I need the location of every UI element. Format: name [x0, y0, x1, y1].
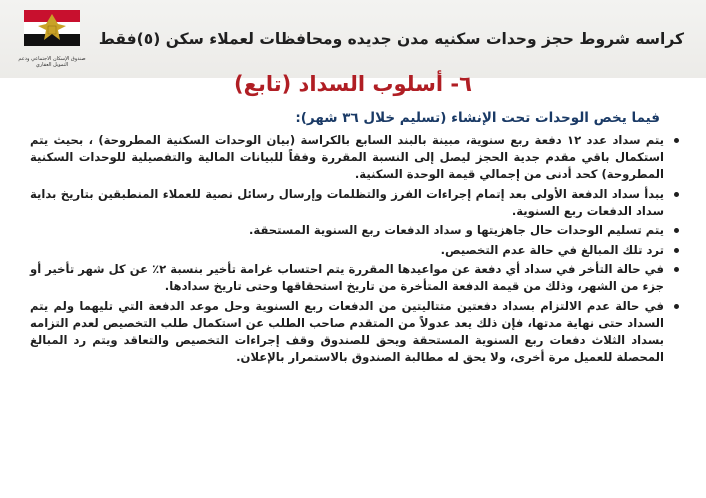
section-subheading: فيما يخص الوحدات تحت الإنشاء (تسليم خلال ٣٦ شهر):: [295, 110, 660, 126]
page-header: [0, 0, 706, 78]
fund-logo-text: صندوق الإسكان الاجتماعي ودعم التمويل العقاري: [18, 56, 86, 68]
list-item: [30, 298, 664, 366]
section-heading: ٦- أسلوب السداد (تابع): [234, 72, 472, 96]
list-item: [30, 242, 664, 259]
bullet-icon: [674, 138, 679, 143]
bullet-icon: [674, 267, 679, 272]
bullet-icon: [674, 192, 679, 197]
terms-list: [30, 132, 682, 368]
list-item-text: يبدأ سداد الدفعة الأولى بعد إتمام إجراءات الفرز والتظلمات وإرسال رسائل نصية للعملاء المنطبقين بتاريخ بداية سداد الدفعات ربع السنوية.: [30, 186, 664, 218]
list-item: [30, 132, 664, 183]
bullet-icon: [674, 304, 679, 309]
list-item-text: ترد تلك المبالغ في حالة عدم التخصيص.: [440, 242, 664, 257]
list-item: [30, 222, 664, 239]
list-item-text: يتم سداد عدد ١٢ دفعة ربع سنوية، مبينة بالبند السابع بالكراسة (بيان الوحدات السكنية المطروحة) ، بحيث يتم استكمال باقي مقدم جدية الحجز ليصل إلى النسبة المقررة وفقاً للبيانات المالية والتفصيلية للوحدات السكنية المطروحة) كحد أدنى من إجمالي قيمة الوحدة السكنية.: [30, 133, 665, 181]
bullet-icon: [674, 248, 679, 253]
eagle-flag-emblem-icon: [20, 6, 84, 56]
list-item: [30, 186, 664, 220]
fund-logo: [12, 6, 92, 72]
document-title: كراسه شروط حجز وحدات سكنيه مدن جديده ومحافظات لعملاء سكن (٥)فقط: [98, 30, 684, 48]
bullet-icon: [674, 228, 679, 233]
list-item: [30, 261, 664, 295]
list-item-text: يتم تسليم الوحدات حال جاهزيتها و سداد الدفعات ربع السنوية المستحقة.: [249, 223, 664, 237]
list-item-text: في حالة عدم الالتزام بسداد دفعتين متتاليتين من الدفعات ربع السنوية وحل موعد الدفعة التي تليهما ولم يتم السداد حتى نهاية مدتها، فإن ذلك يعد عدولاً من المتقدم صاحب الطلب عن استكمال طلب التخصيص لعدم التزامه بسداد الثلاث دفعات ربع السنوية المستحقة ويحق للصندوق وقف إجراءات التخصيص والتعاقد ويتم رد المبالغ المحصلة للعميل مرة أخرى، ولا يحق له مطالبة الصندوق بالاستمرار بالإعلان.: [30, 298, 664, 364]
list-item-text: في حالة التأخر في سداد أي دفعة عن مواعيدها المقررة يتم احتساب غرامة تأخير بنسبة ٢٪ عن كل شهر تأخير أو جزء من الشهر، وذلك من قيمة الدفعة المتأخرة من تاريخ استحقاقها وحتى تاريخ سدادها.: [30, 262, 664, 293]
